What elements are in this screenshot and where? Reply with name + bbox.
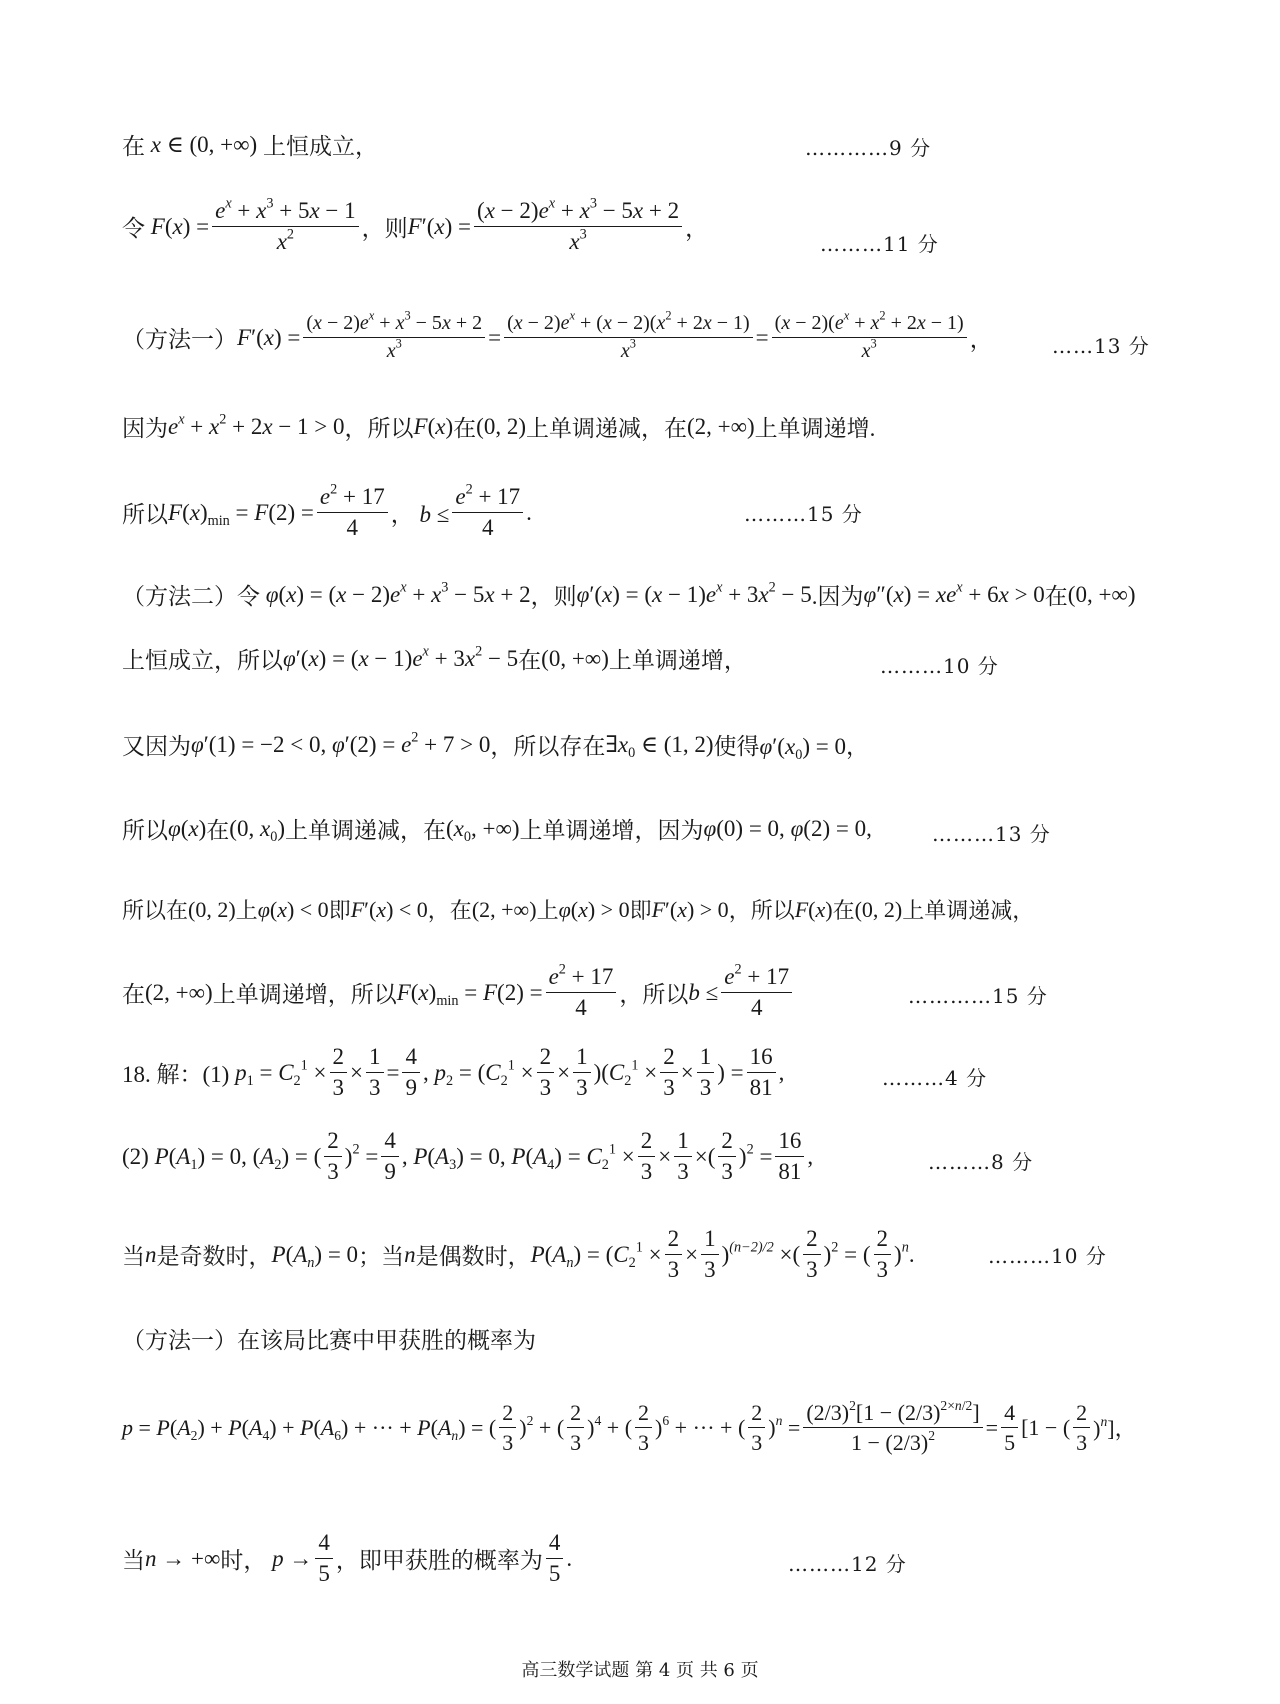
score-10: ………10 分 (880, 654, 999, 678)
math: $F(x)_{min} = F(2)$ = (168, 499, 314, 529)
score-12: ………12 分 (788, 1552, 907, 1576)
fraction: $\frac{2}{3}$ (660, 1044, 678, 1102)
fraction: $\frac{2}{3}$ (638, 1128, 656, 1186)
text: 当 (122, 1244, 145, 1270)
text: 在 (206, 818, 230, 843)
math: (0, 2) (476, 413, 526, 439)
fraction: $\frac{1}{3}$ (701, 1226, 719, 1284)
fraction: $\frac{e^2 + 17}{4}$ (546, 964, 617, 1022)
text: 是偶数时， (415, 1244, 531, 1270)
fraction: $\frac{2}{3}$ (567, 1400, 584, 1456)
math: $\varphi(x) = (x - 2)e^x + x^3 - 5x + 2$ (265, 578, 531, 607)
text: 在 (832, 898, 855, 923)
line-7 (122, 642, 1240, 675)
score-9: …………9 分 (805, 136, 932, 160)
text: 令 (122, 216, 145, 242)
math: $P(A_n) = 0$ (271, 1241, 359, 1271)
math: x ∈ (0, +∞) (150, 131, 263, 157)
math: b ≤ (688, 979, 719, 1005)
fraction: $\frac{(x - 2)e^x + x^3 - 5x + 2}{x^3}$ (303, 312, 485, 363)
score-11: ………11 分 (820, 232, 939, 256)
math: $F(x)_{min} = F(2)$ = (396, 979, 543, 1009)
text: 因为 (122, 416, 168, 441)
text: ，所以 (728, 898, 795, 923)
text: ，则 (361, 216, 408, 242)
fraction: $\frac{(2/3)^2[1 - (2/3)^{2\times n/2}]}{1 - (2/3)^2}$ (803, 1400, 982, 1456)
line-9 (122, 812, 1240, 845)
fraction: $\frac{1}{3}$ (573, 1044, 591, 1102)
fraction: $\frac{(x - 2)e^x + x^3 - 5x + 2}{x^3}$ (474, 198, 682, 256)
math: F(x) = (150, 213, 210, 239)
fraction: $\frac{2}{3}$ (324, 1128, 342, 1186)
text: 上 (235, 898, 258, 923)
line-6 (122, 578, 1240, 611)
text: （方法一） (122, 327, 237, 352)
page-footer: 高三数学试题 第 4 页 共 6 页 (521, 1660, 759, 1681)
text: ，即甲获胜的概率为 (335, 1548, 543, 1574)
fraction: $\frac{1}{3}$ (366, 1044, 384, 1102)
fraction: $\frac{e^2 + 17}{4}$ (317, 484, 388, 542)
math: (0, $x_0$) (229, 815, 285, 845)
math: (0, +∞) (541, 645, 609, 671)
text: 当 (122, 1548, 145, 1574)
math: φ(x) < 0 (257, 896, 329, 922)
text: ，则 (530, 584, 577, 609)
fraction: $\frac{2}{3}$ (874, 1226, 892, 1284)
fraction: $\frac{1}{3}$ (674, 1128, 692, 1186)
line-17: 当 n → +∞ 时， p → $\frac{4}{5}$ ，即甲获胜的概率为 $\frac{4}{5}$ . (122, 1530, 573, 1587)
math: (2, +∞) (145, 979, 213, 1005)
math: $\exists x_0$ ∈ (1, 2) (605, 731, 714, 761)
math: $\varphi''(x) = xe^x + 6x > 0$ (863, 578, 1045, 607)
math: φ(0) = 0, φ(2) = 0, (703, 815, 872, 841)
math: F(x) (413, 413, 454, 439)
text: 是奇数时， (156, 1244, 272, 1270)
text: 上单调递减， (902, 898, 1035, 923)
text: 18. 解：(1) (122, 1062, 230, 1088)
text: 上单调递增，所以 (212, 982, 397, 1008)
fraction: $\frac{2}{3}$ (499, 1400, 516, 1456)
text: ，所以 (619, 982, 689, 1008)
fraction: $\frac{2}{3}$ (665, 1226, 683, 1284)
fraction: $\frac{4}{5}$ (546, 1530, 564, 1588)
text: 即 (629, 898, 652, 923)
text: （方法一）在该局比赛中甲获胜的概率为 (122, 1328, 536, 1353)
text: ，在 (427, 898, 472, 923)
score-15b: …………15 分 (908, 984, 1048, 1008)
line-11 (122, 961, 1240, 1022)
line-8 (122, 728, 1240, 761)
fraction: $\frac{(x - 2)e^x + (x - 2)(x^2 + 2x - 1)}{x^3}$ (504, 312, 753, 363)
text: 使得 (713, 734, 760, 759)
fraction: $\frac{4}{9}$ (402, 1044, 420, 1102)
text: 上单调递减，在 (525, 416, 687, 441)
fraction: $\frac{2}{3}$ (718, 1128, 736, 1186)
score-4: ………4 分 (882, 1066, 988, 1090)
math: $p_1 = C_2^1$ × (235, 1057, 327, 1089)
math: F′(x) > 0 (651, 896, 729, 922)
math: p → (272, 1545, 313, 1571)
fraction: $\frac{2}{3}$ (748, 1400, 765, 1456)
math: φ(x) > 0 (558, 896, 630, 922)
math: $\varphi'(x) = (x - 1)e^x + 3x^2 - 5$ (283, 642, 519, 671)
line-16: $p = P(A_2) + P(A_4) + P(A_6)$ + ··· + $P(A_n)$ = ( $\frac{2}{3}$ )$^2$ + ( $\frac{2}{3}$ )$^4$ + ( $\frac{2}{3}$ )$^6$ + ··· + ( $\frac{2}{3}$ )$^n$ = $\frac{(2/3)^2[1 - (2/3)^{2\times n/2}]}{1 - (2/3)^2}$ = $\frac{4}{5}$ [1 − ( $\frac{2}{3}$ )$^n$]， (122, 1397, 1137, 1456)
fraction: $\frac{16}{81}$ (775, 1128, 804, 1186)
math: $\varphi'(x) = (x - 1)e^x + 3x^2 - 5$ (576, 578, 812, 607)
text: 又因为 (122, 734, 191, 759)
math: $e^x + x^2 + 2x - 1 > 0$ (168, 410, 345, 439)
math: n → +∞ (145, 1545, 221, 1571)
fraction: $\frac{(x - 2)(e^x + x^2 + 2x - 1)}{x^3}$ (772, 312, 967, 363)
math: $P(A_n) = (C_2^1$ × (530, 1239, 662, 1271)
fraction: $\frac{4}{5}$ (1001, 1400, 1018, 1456)
text: 在 (122, 134, 145, 159)
line-4 (122, 410, 1240, 443)
fraction: $\frac{4}{5}$ (315, 1530, 333, 1588)
line-5: 所以 $F(x)_{min} = F(2)$ = $\frac{e^2 + 17}{4}$ ， b ≤ $\frac{e^2 + 17}{4}$ . (122, 481, 532, 541)
fraction: $\frac{4}{9}$ (381, 1128, 399, 1186)
text: 上单调递减，在 (284, 818, 446, 843)
math: $\varphi'(x_0) = 0$， (759, 734, 869, 763)
math: φ′(1) = −2 < 0, $\varphi'(2) = e^2 + 7 > 0$ (191, 728, 491, 757)
text: 所以 (122, 818, 168, 843)
line-2: 令 F(x) = $\frac{e^x + x^3 + 5x - 1}{x^2}$ ，则 F′(x) = $\frac{(x - 2)e^x + x^3 - 5x + 2}{x^3}$ ， (122, 195, 709, 255)
text: 即 (328, 898, 351, 923)
fraction: $\frac{e^x + x^3 + 5x - 1}{x^2}$ (212, 198, 359, 256)
text: 在 (518, 648, 542, 673)
math: $p = P(A_2) + P(A_4) + P(A_6)$ + ··· + $P(A_n)$ = ( (122, 1414, 497, 1443)
text: ，所以 (344, 416, 414, 441)
math: (0, +∞) (1067, 581, 1136, 607)
math: F(x) (794, 896, 833, 922)
text: .因为 (811, 584, 864, 609)
text: 上单调递增， (608, 648, 747, 673)
text: 上单调递增. (754, 416, 876, 441)
line-10 (122, 894, 1240, 925)
math: ($x_0$, +∞) (445, 815, 520, 845)
math: F′(x) = (407, 213, 472, 239)
text: 在 (453, 416, 477, 441)
text: 上 (536, 898, 559, 923)
fraction: $\frac{2}{3}$ (330, 1044, 348, 1102)
text: ；当 (358, 1244, 405, 1270)
text: 上单调递增，因为 (519, 818, 704, 843)
text: （方法二）令 (122, 584, 260, 609)
text: 所以在 (122, 898, 189, 923)
text: 上恒成立， (262, 134, 378, 159)
fraction: $\frac{2}{3}$ (803, 1226, 821, 1284)
text: (2) (122, 1143, 149, 1169)
line-12: 18. 解：(1) $p_1 = C_2^1$ × $\frac{2}{3}$ × $\frac{1}{3}$ = $\frac{4}{9}$ , $p_2 = (C_2^1$ × $\frac{2}{3}$ × $\frac{1}{3}$ )($C_2^1$ × $\frac{2}{3}$ × $\frac{1}{3}$ ) = $\frac{16}{81}$ , (122, 1044, 785, 1101)
text: 在 (1044, 584, 1068, 609)
text: 所以 (122, 502, 168, 528)
score-13: ……13 分 (1052, 334, 1150, 358)
score-10b: ………10 分 (988, 1244, 1107, 1268)
fraction: $\frac{2}{3}$ (1073, 1400, 1090, 1456)
score-15: ………15 分 (744, 502, 863, 526)
math: (2, +∞) (686, 413, 755, 439)
fraction: $\frac{1}{3}$ (697, 1044, 715, 1102)
math: (0, 2) (854, 896, 903, 922)
text: ，所以存在 (490, 734, 606, 759)
math: φ(x) (168, 815, 207, 841)
fraction: $\frac{2}{3}$ (537, 1044, 555, 1102)
line-14: 当 n 是奇数时， $P(A_n) = 0$ ；当 n 是偶数时， $P(A_n) = (C_2^1$ × $\frac{2}{3}$ × $\frac{1}{3}$ )$^{(n-2)/2}$ ×( $\frac{2}{3}$ )$^2$ = ( $\frac{2}{3}$ )$^n$. (122, 1226, 915, 1283)
text: 时， (220, 1548, 267, 1574)
math: F′(x) = (237, 324, 301, 350)
fraction: $\frac{16}{81}$ (747, 1044, 776, 1102)
line-13: (2) $P(A_1) = 0$, $(A_2)$ = ( $\frac{2}{3}$ )$^2$ = $\frac{4}{9}$ , $P(A_3) = 0$, $P(A_4) = C_2^1$ × $\frac{2}{3}$ × $\frac{1}{3}$ ×( $\frac{2}{3}$ )$^2$ = $\frac{16}{81}$ , (122, 1128, 814, 1185)
math: $P(A_1) = 0$, $(A_2)$ = ( (154, 1143, 322, 1173)
math: (2, +∞) (471, 896, 537, 922)
fraction: $\frac{e^2 + 17}{4}$ (721, 964, 792, 1022)
math: (0, 2) (188, 896, 236, 922)
fraction: $\frac{2}{3}$ (635, 1400, 652, 1456)
fraction: $\frac{e^2 + 17}{4}$ (452, 484, 523, 542)
text: 在 (122, 982, 145, 1008)
text: 上恒成立，所以 (122, 648, 283, 673)
line-15 (122, 1322, 1240, 1355)
line-1 (122, 128, 1240, 161)
score-13b: ………13 分 (932, 822, 1051, 846)
score-8: ………8 分 (928, 1150, 1034, 1174)
math: F′(x) < 0 (350, 896, 428, 922)
line-3: （方法一） F′(x) = $\frac{(x - 2)e^x + x^3 - 5x + 2}{x^3}$ = $\frac{(x - 2)e^x + (x - 2)(x^2 + 2x - 1)}{x^3}$ = $\frac{(x - 2)(e^x + x^2 + 2x - 1)}{x^3}$ ， (122, 308, 993, 362)
